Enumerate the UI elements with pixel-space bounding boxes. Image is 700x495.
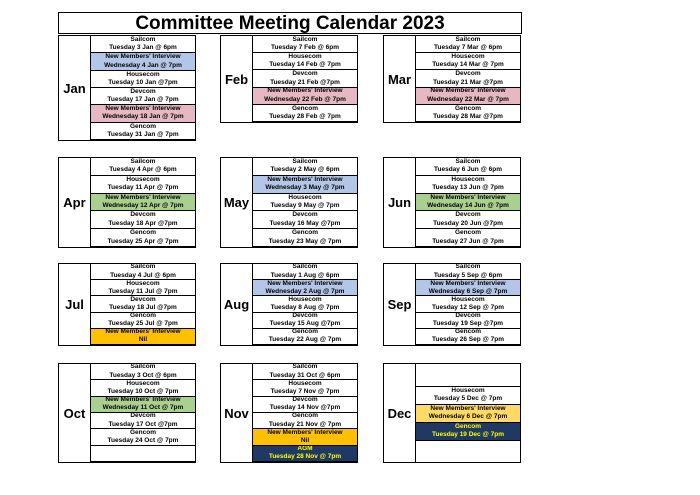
month-label: May bbox=[221, 158, 253, 247]
event-cell bbox=[91, 211, 195, 229]
event-list bbox=[91, 158, 195, 247]
event-date: Tuesday 21 Mar @7pm bbox=[433, 78, 503, 86]
event-title: Devcom bbox=[455, 312, 481, 319]
event-date: Tuesday 4 Jul @ 6pm bbox=[110, 271, 176, 279]
event-cell bbox=[416, 194, 520, 212]
event-cell bbox=[91, 36, 195, 53]
page-title: Committee Meeting Calendar 2023 bbox=[58, 12, 522, 34]
event-cell bbox=[91, 280, 195, 296]
month-block-jan bbox=[58, 35, 196, 141]
event-title: New Members' Interview bbox=[105, 53, 181, 61]
event-title: Housecom bbox=[288, 193, 322, 201]
event-date: Tuesday 10 Jan @7pm bbox=[108, 78, 178, 86]
event-cell bbox=[253, 194, 357, 212]
event-date: Tuesday 16 May @7pm bbox=[269, 219, 341, 227]
month-block-mar bbox=[383, 35, 521, 123]
event-title: Sailcom bbox=[130, 158, 156, 166]
event-cell bbox=[253, 380, 357, 396]
filler bbox=[416, 441, 520, 463]
event-cell bbox=[253, 53, 357, 70]
month-label: Jun bbox=[384, 158, 416, 247]
event-cell bbox=[253, 36, 357, 53]
event-title: Sailcom bbox=[130, 36, 156, 43]
event-title: Sailcom bbox=[455, 36, 481, 43]
event-date: Tuesday 17 Jan @ 7pm bbox=[107, 96, 179, 104]
event-cell bbox=[416, 264, 520, 280]
event-date: Tuesday 14 Feb @ 7pm bbox=[269, 61, 341, 69]
event-date: Wednesday 2 Aug @ 7pm bbox=[265, 287, 345, 295]
month-label: Feb bbox=[221, 36, 253, 122]
event-list bbox=[416, 158, 520, 247]
event-title: Sailcom bbox=[292, 158, 318, 166]
event-date: Tuesday 1 Aug @ 6pm bbox=[270, 271, 340, 279]
event-cell bbox=[91, 364, 195, 380]
event-date: Wednesday 4 Jan @ 7pm bbox=[104, 61, 182, 69]
event-cell bbox=[416, 211, 520, 229]
event-date: Tuesday 4 Apr @ 6pm bbox=[109, 166, 177, 174]
event-title: Devcom bbox=[130, 87, 156, 95]
event-cell bbox=[416, 88, 520, 105]
event-cell bbox=[416, 364, 520, 387]
month-label: Mar bbox=[384, 36, 416, 122]
event-list bbox=[253, 264, 357, 345]
event-date: Tuesday 9 May @ 7pm bbox=[270, 201, 340, 209]
event-list bbox=[416, 364, 520, 462]
month-block-jul bbox=[58, 263, 196, 346]
event-cell bbox=[253, 364, 357, 380]
event-date: Tuesday 5 Sep @ 6pm bbox=[433, 271, 503, 279]
event-cell bbox=[416, 70, 520, 87]
event-cell bbox=[253, 176, 357, 194]
event-title: New Members' Interview bbox=[430, 87, 506, 95]
event-date: Tuesday 18 Apr @7pm bbox=[108, 219, 178, 227]
event-cell bbox=[91, 176, 195, 194]
event-date: Tuesday 3 Oct @ 6pm bbox=[109, 371, 177, 379]
event-cell bbox=[416, 280, 520, 296]
event-date: Tuesday 7 Mar @ 6pm bbox=[434, 44, 502, 52]
event-list bbox=[91, 36, 195, 140]
event-title: Gencom bbox=[291, 328, 318, 336]
event-title: New Members' Interview bbox=[430, 404, 506, 412]
event-title: Housecom bbox=[451, 386, 485, 394]
event-list bbox=[91, 264, 195, 345]
month-label: Apr bbox=[59, 158, 91, 247]
event-date: Wednesday 14 Jun @ 7pm bbox=[427, 201, 509, 209]
event-date: Tuesday 18 Jul @7pm bbox=[109, 304, 177, 312]
event-title: Devcom bbox=[130, 296, 156, 303]
event-title: Gencom bbox=[291, 229, 318, 237]
event-date: Tuesday 2 May @ 6pm bbox=[270, 166, 340, 174]
month-block-apr bbox=[58, 157, 196, 248]
event-date: Tuesday 11 Jul @ 7pm bbox=[108, 287, 178, 295]
event-cell bbox=[91, 313, 195, 329]
event-cell bbox=[416, 296, 520, 312]
event-title: Housecom bbox=[451, 296, 485, 303]
event-date: Tuesday 6 Jun @ 6pm bbox=[434, 166, 502, 174]
event-date: Tuesday 10 Oct @ 7pm bbox=[107, 388, 179, 395]
event-cell bbox=[253, 229, 357, 247]
event-title: Gencom bbox=[291, 412, 318, 420]
event-title: Devcom bbox=[292, 211, 318, 219]
event-date: Tuesday 14 Nov @7pm bbox=[269, 404, 341, 412]
event-title: Housecom bbox=[126, 175, 160, 183]
event-cell bbox=[253, 397, 357, 413]
event-date: Tuesday 27 Jun @ 7pm bbox=[432, 237, 504, 245]
event-cell bbox=[91, 53, 195, 70]
event-title: Devcom bbox=[455, 70, 481, 78]
event-title: Sailcom bbox=[130, 364, 156, 371]
event-list bbox=[416, 36, 520, 122]
event-date: Tuesday 14 Mar @ 7pm bbox=[432, 61, 504, 69]
event-cell bbox=[416, 387, 520, 405]
month-block-may bbox=[220, 157, 358, 248]
event-cell bbox=[253, 105, 357, 122]
event-date: Tuesday 21 Feb @7pm bbox=[270, 78, 340, 86]
event-cell bbox=[416, 405, 520, 423]
event-date: Tuesday 25 Jul @ 7pm bbox=[108, 320, 178, 328]
event-title: Devcom bbox=[130, 412, 156, 420]
event-cell bbox=[253, 70, 357, 87]
event-cell bbox=[253, 280, 357, 296]
event-title: Sailcom bbox=[292, 36, 318, 43]
event-cell bbox=[416, 53, 520, 70]
month-label: Jan bbox=[59, 36, 91, 140]
event-date: Wednesday 12 Apr @ 7pm bbox=[102, 201, 184, 209]
event-date: Tuesday 31 Oct @ 6pm bbox=[269, 371, 341, 379]
event-title: Gencom bbox=[454, 328, 481, 336]
event-cell bbox=[91, 296, 195, 312]
event-cell bbox=[253, 158, 357, 176]
event-date: Tuesday 12 Sep @ 7pm bbox=[432, 304, 504, 312]
event-cell bbox=[253, 313, 357, 329]
event-date: Tuesday 7 Nov @ 7pm bbox=[270, 388, 340, 395]
event-title: New Members' Interview bbox=[105, 396, 181, 404]
event-date: Tuesday 5 Dec @ 7pm bbox=[433, 395, 503, 402]
event-date: Wednesday 22 Feb @ 7pm bbox=[264, 95, 346, 103]
event-cell bbox=[91, 105, 195, 122]
event-cell bbox=[416, 329, 520, 345]
event-date: Tuesday 24 Oct @ 7pm bbox=[107, 436, 179, 444]
event-date: Nil bbox=[138, 336, 148, 344]
event-title: Housecom bbox=[288, 380, 322, 387]
event-date: Tuesday 15 Aug @7pm bbox=[269, 320, 341, 328]
event-cell bbox=[416, 36, 520, 53]
month-block-sep bbox=[383, 263, 521, 346]
event-list bbox=[91, 364, 195, 462]
month-label: Aug bbox=[221, 264, 253, 345]
event-title: Gencom bbox=[129, 122, 156, 130]
event-cell bbox=[91, 88, 195, 105]
event-cell bbox=[416, 176, 520, 194]
event-date: Wednesday 6 Dec @ 7pm bbox=[428, 413, 508, 420]
event-title: Gencom bbox=[454, 229, 481, 237]
event-cell bbox=[416, 158, 520, 176]
event-title: Gencom bbox=[129, 229, 156, 237]
event-title: Devcom bbox=[292, 312, 318, 319]
event-date: Wednesday 3 May @ 7pm bbox=[265, 184, 345, 192]
event-title: Devcom bbox=[292, 70, 318, 78]
event-cell bbox=[253, 429, 357, 445]
event-date: Wednesday 11 Oct @ 7pm bbox=[102, 404, 184, 412]
event-cell bbox=[91, 397, 195, 413]
event-cell bbox=[91, 329, 195, 345]
event-title: Sailcom bbox=[292, 264, 318, 271]
event-list bbox=[253, 364, 357, 462]
event-cell bbox=[253, 413, 357, 429]
event-date: Tuesday 25 Apr @ 7pm bbox=[107, 237, 179, 245]
event-title: New Members' Interview bbox=[105, 105, 181, 113]
month-block-aug bbox=[220, 263, 358, 346]
event-date: Tuesday 20 Jun @7pm bbox=[433, 219, 503, 227]
month-label: Oct bbox=[59, 364, 91, 462]
event-title: Sailcom bbox=[455, 158, 481, 166]
event-cell bbox=[91, 264, 195, 280]
event-title: Housecom bbox=[288, 296, 322, 303]
event-date: Tuesday 21 Nov @ 7pm bbox=[268, 420, 342, 428]
month-block-oct bbox=[58, 363, 196, 463]
event-cell bbox=[91, 158, 195, 176]
event-cell bbox=[91, 446, 195, 462]
event-cell bbox=[253, 329, 357, 345]
event-title: Sailcom bbox=[130, 264, 156, 271]
event-list bbox=[253, 158, 357, 247]
event-cell bbox=[91, 123, 195, 140]
event-title: Devcom bbox=[292, 396, 318, 404]
event-title: New Members' Interview bbox=[105, 193, 181, 201]
event-date: Wednesday 22 Mar @ 7pm bbox=[427, 95, 509, 103]
event-list bbox=[253, 36, 357, 122]
event-cell bbox=[91, 194, 195, 212]
event-title: Housecom bbox=[126, 70, 160, 78]
event-cell bbox=[416, 423, 520, 441]
event-date: Tuesday 11 Apr @ 7pm bbox=[107, 184, 179, 192]
event-title: New Members' Interview bbox=[430, 193, 506, 201]
month-block-dec bbox=[383, 363, 521, 463]
event-title: Housecom bbox=[126, 380, 160, 387]
event-date: Tuesday 17 Oct @7pm bbox=[108, 420, 178, 428]
month-label: Nov bbox=[221, 364, 253, 462]
event-title: Housecom bbox=[451, 175, 485, 183]
month-label: Dec bbox=[384, 364, 416, 462]
event-cell bbox=[416, 229, 520, 247]
event-date: Tuesday 28 Mar @7pm bbox=[433, 112, 503, 120]
event-date: Tuesday 31 Jan @ 7pm bbox=[107, 130, 179, 138]
event-date: Tuesday 28 Nov @ 7pm bbox=[268, 453, 342, 461]
event-cell bbox=[91, 71, 195, 88]
event-date: Tuesday 23 May @ 7pm bbox=[268, 237, 342, 245]
event-date: Tuesday 3 Jan @ 6pm bbox=[109, 44, 177, 52]
event-title: Gencom bbox=[129, 429, 156, 436]
event-title: Gencom bbox=[291, 104, 318, 112]
event-cell bbox=[253, 296, 357, 312]
event-title: Devcom bbox=[455, 211, 481, 219]
event-title: New Members' Interview bbox=[267, 280, 343, 287]
event-title: New Members' Interview bbox=[267, 175, 343, 183]
event-date: Tuesday 19 Sep @7pm bbox=[432, 320, 504, 328]
event-title: Gencom bbox=[129, 312, 156, 319]
event-title: Sailcom bbox=[455, 264, 481, 271]
event-title: New Members' Interview bbox=[430, 280, 506, 287]
event-list bbox=[416, 264, 520, 345]
event-title: Sailcom bbox=[292, 364, 318, 371]
month-block-nov bbox=[220, 363, 358, 463]
event-cell bbox=[253, 446, 357, 462]
event-date: Tuesday 13 Jun @ 7pm bbox=[432, 184, 504, 192]
event-date: Tuesday 7 Feb @ 6pm bbox=[271, 44, 339, 52]
event-title: New Members' Interview bbox=[267, 87, 343, 95]
event-date: Wednesday 18 Jan @ 7pm bbox=[102, 113, 184, 121]
event-cell bbox=[416, 105, 520, 122]
event-cell bbox=[91, 429, 195, 445]
event-title: Housecom bbox=[126, 280, 160, 287]
event-date: Tuesday 8 Aug @ 7pm bbox=[270, 304, 340, 312]
event-cell bbox=[416, 313, 520, 329]
month-block-feb bbox=[220, 35, 358, 123]
month-label: Jul bbox=[59, 264, 91, 345]
event-date: Tuesday 28 Feb @ 7pm bbox=[269, 112, 341, 120]
event-cell bbox=[253, 211, 357, 229]
event-date: Tuesday 19 Dec @ 7pm bbox=[432, 431, 504, 438]
month-block-jun bbox=[383, 157, 521, 248]
event-date: Nil bbox=[300, 436, 310, 444]
event-title: New Members' Interview bbox=[105, 328, 181, 336]
event-title: Devcom bbox=[130, 211, 156, 219]
event-cell bbox=[253, 88, 357, 105]
event-title: Gencom bbox=[454, 104, 481, 112]
event-cell bbox=[91, 380, 195, 396]
event-title: Gencom bbox=[454, 422, 481, 430]
event-cell bbox=[91, 413, 195, 429]
event-title: Housecom bbox=[451, 53, 485, 61]
month-label: Sep bbox=[384, 264, 416, 345]
event-date: Wednesday 6 Sep @ 7pm bbox=[428, 287, 508, 295]
event-date: Tuesday 22 Aug @ 7pm bbox=[268, 336, 342, 344]
event-title: AGM bbox=[297, 445, 313, 453]
event-cell bbox=[91, 229, 195, 247]
event-cell bbox=[253, 264, 357, 280]
event-title: New Members' Interview bbox=[267, 429, 343, 436]
event-title: Housecom bbox=[288, 53, 322, 61]
event-date: Tuesday 26 Sep @ 7pm bbox=[432, 336, 504, 344]
